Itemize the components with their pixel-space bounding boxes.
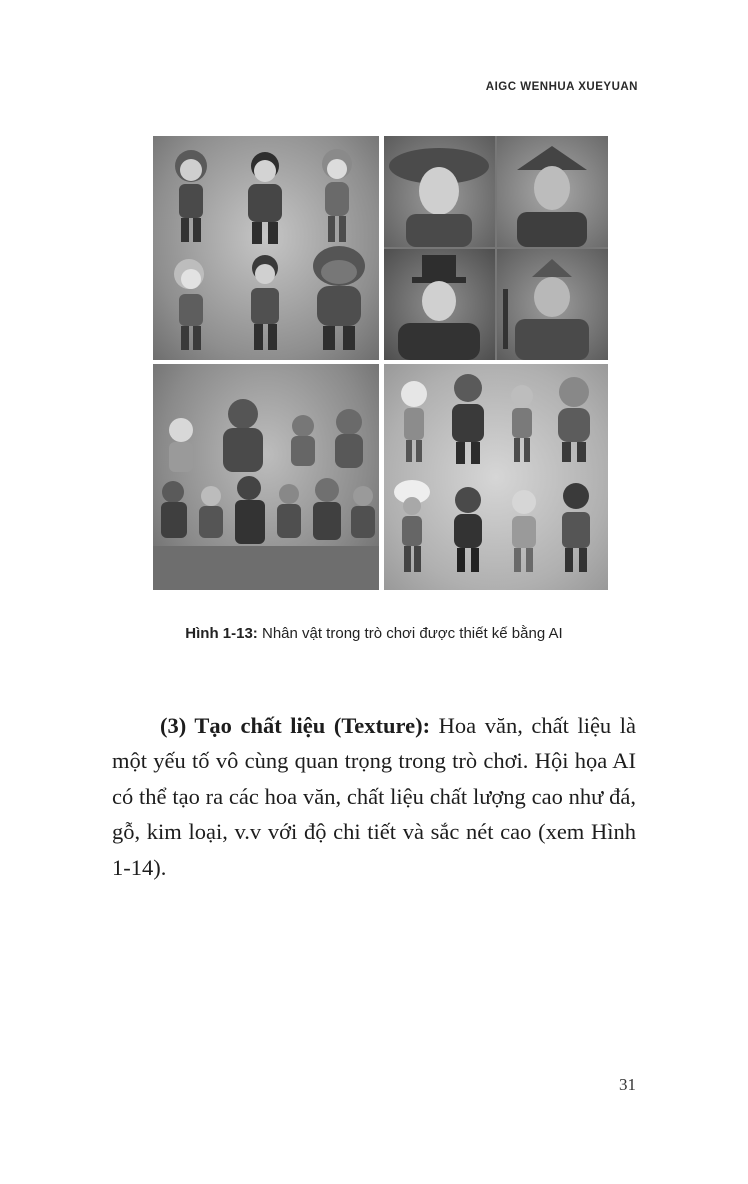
page-number: 31 [619,1075,636,1094]
figure-caption-text: Nhân vật trong trò chơi được thiết kế bằng AI [257,625,563,642]
body-paragraph [112,708,636,886]
figure-caption-label: Hình 1-13: [185,625,258,642]
running-header: AIGC WENHUA XUEYUAN [485,81,638,93]
game-characters-figure [153,136,608,590]
paragraph-heading: (3) Tạo chất liệu (Texture): [160,712,431,738]
figure-panel-character-portraits [384,136,608,360]
figure-caption [0,625,748,642]
figure-panel-figurines [384,364,608,590]
figure-panel-character-crowd [153,364,379,590]
figure-panel-cartoon-heroes [153,136,379,360]
paragraph-text: Hoa văn, chất liệu là một yếu tố vô cùng quan trọng trong trò chơi. Hội họa AI có thể tạo ra các hoa văn, chất liệu chất lượng cao như đá, gỗ, kim loại, v.v với độ chi tiết và sắc nét cao (xem Hình 1-14). [112,712,636,880]
